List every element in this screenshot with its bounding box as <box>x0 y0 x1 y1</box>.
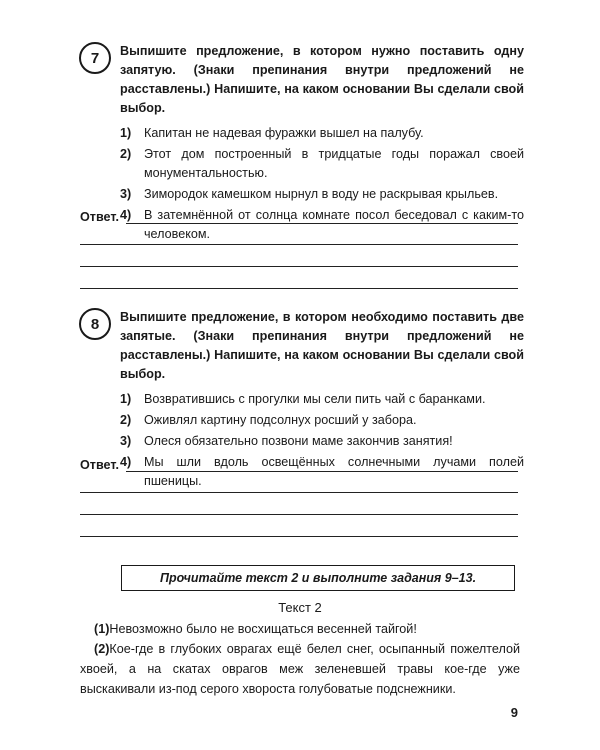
task-7 <box>80 42 524 246</box>
answer-line[interactable] <box>126 223 518 224</box>
answer-label: Ответ. <box>80 458 119 472</box>
answer-line[interactable] <box>126 471 518 472</box>
option-item <box>120 432 524 451</box>
option-text: Мы шли вдоль освещённых солнечными лучами полей пшеницы. <box>144 455 524 488</box>
option-item <box>120 145 524 183</box>
answer-line[interactable] <box>80 536 518 537</box>
option-item <box>120 124 524 143</box>
options-list <box>120 390 524 491</box>
option-text: Оживлял картину подсолнух росший у забора. <box>144 413 417 427</box>
sentence-number: (1) <box>94 622 110 636</box>
sentence-text: Невозможно было не восхищаться весенней тайгой! <box>109 622 417 636</box>
option-item <box>120 185 524 204</box>
task-prompt: Выпишите предложение, в котором необходимо поставить две запятые. (Знаки препинания внутри предложений не расставлены.) Напишите, на каком основании Вы сделали свой выбор. <box>120 310 524 381</box>
option-text: Олеся обязательно позвони маме закончив занятия! <box>144 434 453 448</box>
instruction-banner: Прочитайте текст 2 и выполните задания 9–13. <box>121 565 515 591</box>
option-number: 3) <box>120 434 132 448</box>
option-number: 3) <box>120 187 132 201</box>
option-text: Капитан не надевая фуражки вышел на палубу. <box>144 126 424 140</box>
option-number: 2) <box>120 413 132 427</box>
answer-line[interactable] <box>80 266 518 267</box>
task-number-badge: 7 <box>79 42 111 74</box>
task-8 <box>80 308 524 493</box>
option-item <box>120 453 524 491</box>
task-number-badge: 8 <box>79 308 111 340</box>
option-number: 4) <box>120 455 132 469</box>
answer-line[interactable] <box>80 288 518 289</box>
text-title: Текст 2 <box>278 600 322 615</box>
answer-line[interactable] <box>80 244 518 245</box>
task-prompt: Выпишите предложение, в котором нужно поставить одну запятую. (Знаки препинания внутри предложений не расставлены.) Напишите, на каком основании Вы сделали свой выбор. <box>120 44 524 115</box>
answer-label: Ответ. <box>80 210 119 224</box>
option-number: 4) <box>120 208 132 222</box>
option-text: Этот дом построенный в тридцатые годы поражал своей монументальностью. <box>144 147 524 180</box>
answer-line[interactable] <box>80 514 518 515</box>
sentence-text: Кое-где в глубоких оврагах ещё белел снег, осыпанный пожелтелой хвоей, а на скатах оврагов меж зеленевшей травы кое-где уже выскакивали из-под серого хворостa голубоватые подснежники. <box>80 642 520 696</box>
option-item <box>120 206 524 244</box>
option-text: Возвратившись с прогулки мы сели пить чай с баранками. <box>144 392 486 406</box>
text-paragraph <box>80 619 520 639</box>
sentence-number: (2) <box>94 642 110 656</box>
options-list <box>120 124 524 244</box>
option-number: 2) <box>120 147 132 161</box>
answer-line[interactable] <box>80 492 518 493</box>
page-number: 9 <box>510 705 518 720</box>
option-number: 1) <box>120 126 132 140</box>
option-text: В затемнённой от солнца комнате посол беседовал с каким-то человеком. <box>144 208 524 241</box>
text-body <box>80 619 520 699</box>
option-item <box>120 411 524 430</box>
option-text: Зимородок камешком нырнул в воду не раскрывая крыльев. <box>144 187 499 201</box>
text-paragraph <box>80 639 520 699</box>
option-number: 1) <box>120 392 132 406</box>
option-item <box>120 390 524 409</box>
